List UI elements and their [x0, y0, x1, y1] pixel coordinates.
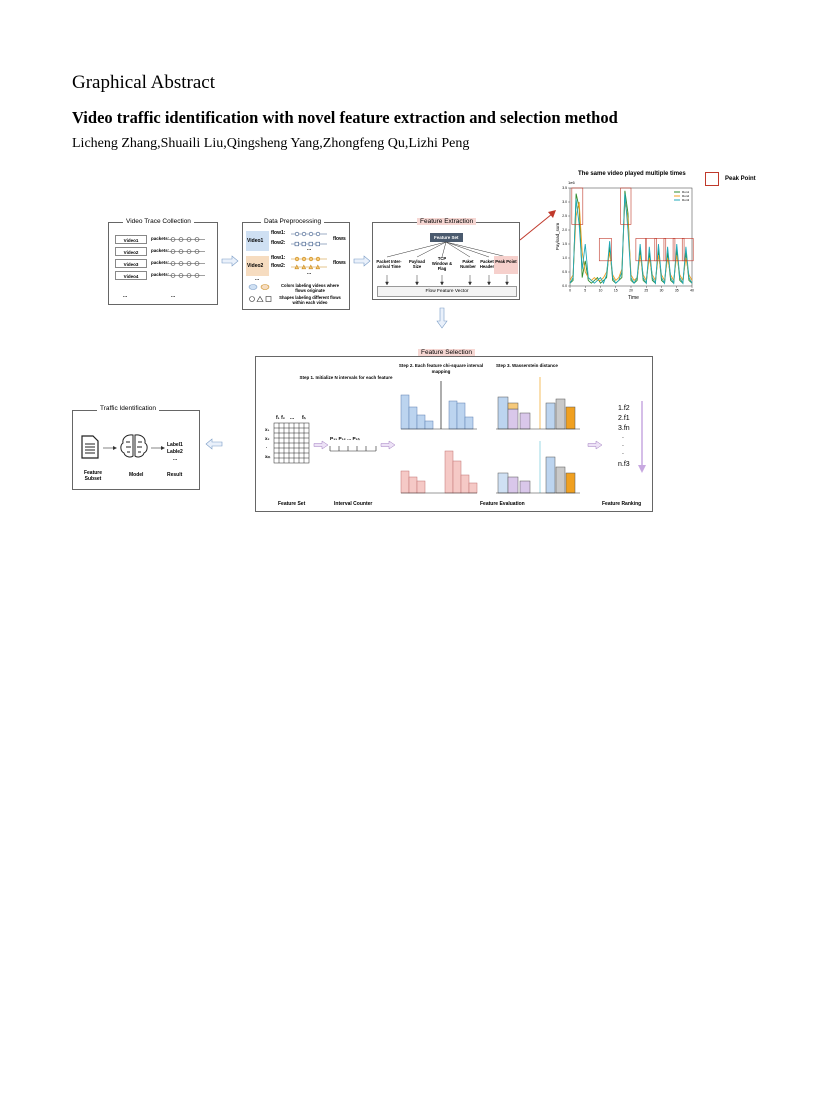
feature-col-tcp: TCP Window & Flag [431, 256, 453, 271]
y-tick-label: 2.0 [562, 228, 567, 233]
arrow-right-icon [314, 441, 328, 449]
f-header-n: fₙ [302, 415, 306, 421]
feature-col-header: Packet Header [479, 259, 495, 269]
flow2-label: flow2: [271, 263, 286, 269]
rank-item: 1.f2 [618, 405, 630, 412]
x-tick-label: 40 [690, 288, 694, 293]
legend-colors-text: Colors labeling videos where flows originate [281, 283, 339, 293]
flow1-label: flow1: [271, 255, 286, 261]
step3-text: Step 3. Wasserstein distance [496, 363, 558, 368]
interval-counter-label: Interval Counter [334, 501, 373, 507]
f-header-dots: ... [290, 415, 295, 421]
y-tick-label: 3.0 [562, 200, 567, 205]
prep-title: Data Preprocessing [261, 218, 324, 225]
video2-row: Video2 [115, 247, 147, 256]
packets-label: packets: [151, 260, 170, 265]
flow1-label: flow1: [271, 230, 286, 236]
arrow-right-icon [103, 445, 117, 451]
feature-col-peak: Peak Point [495, 259, 517, 264]
chart-xlabel: Time [628, 295, 639, 301]
packets-label: packets: [151, 272, 170, 277]
rank-item: n.f3 [618, 461, 630, 468]
ident-title: Traffic Identification [97, 405, 159, 412]
trace-ellipsis: ... [123, 293, 128, 299]
rank-item: . [622, 433, 624, 440]
step1-text: Step 1. Initialize N intervals for each feature [299, 375, 393, 380]
step2-text: Step 2. Each feature chi-square interval mapping [398, 363, 484, 374]
legend-shapes-text: Shapes labeling different flows within each video [279, 295, 341, 305]
interval-counter-graphic [330, 444, 378, 452]
feature-evaluation-label: Feature Evaluation [480, 501, 525, 507]
y-tick-label: 0.0 [562, 284, 567, 289]
rank-item: . [622, 449, 624, 456]
arrow-right-icon [151, 445, 165, 451]
packets-label: packets: [151, 236, 170, 241]
y-tick-label: 2.5 [562, 214, 567, 219]
video2-label: Video2 [247, 263, 264, 269]
feature-col-payload: Payload Size [408, 259, 426, 269]
ranking-arrow-icon [638, 401, 646, 473]
trace-title: Video Trace Collection [123, 218, 194, 225]
interval-counter-header: P₁₁ P₁₂ ... P₁ₙ [330, 437, 360, 442]
flow-chains-graphic [291, 231, 331, 273]
x-tick-label: 35 [674, 288, 679, 293]
feature-grid [274, 423, 310, 465]
feature-col-iat: Packet Inter-arrival Time [376, 259, 402, 269]
packets-label: packets: [151, 248, 170, 253]
trace-ellipsis: ... [171, 293, 176, 299]
video4-row: Video4 [115, 271, 147, 280]
video1-row: Video1 [115, 235, 147, 244]
x-tick-label: 15 [613, 288, 618, 293]
x-row-label: x₂ [265, 436, 270, 441]
y-tick-label: 1.0 [562, 256, 567, 261]
flow2-label: flow2: [271, 240, 286, 246]
video-ellipsis: ... [255, 276, 260, 282]
legend-entry: Run1 [682, 190, 690, 195]
graphical-abstract-heading: Graphical Abstract [72, 72, 215, 93]
wasserstein-histogram-bottom [496, 441, 580, 493]
rank-item: 2.f1 [618, 415, 630, 422]
chart-ylabel: Payload_sum [555, 222, 561, 251]
legend-entry: Run2 [682, 194, 690, 199]
x-tick-label: 30 [659, 288, 664, 293]
video1-label: Video1 [247, 238, 264, 244]
result-label: Result [167, 472, 183, 478]
chart-scale: 1e6 [568, 180, 575, 185]
peak-point-label: Peak Point [725, 176, 756, 182]
extract-title: Feature Extraction [417, 218, 476, 225]
data-preprocessing-panel [242, 218, 350, 310]
line-chart [562, 184, 696, 293]
document-icon [81, 435, 99, 459]
brain-icon [119, 433, 149, 459]
x-row-label: xₘ [265, 454, 271, 459]
chart-title: The same video played multiple times [578, 171, 686, 177]
histogram-red [401, 441, 477, 493]
result-ellipsis: ... [173, 456, 178, 462]
legend-entry: Run3 [682, 198, 690, 203]
flows-label: flows [333, 236, 346, 242]
result-label1: Label1 [167, 442, 183, 448]
feature-subset-label: Feature Subset [83, 470, 103, 482]
arrow-diagonal-icon [518, 210, 558, 242]
rank-item: 3.fn [618, 425, 630, 432]
peak-point-legend-box [705, 172, 719, 186]
wasserstein-histogram-top [496, 377, 580, 429]
feature-selection-panel [255, 349, 653, 512]
y-tick-label: 1.5 [562, 242, 567, 247]
arrow-right-icon [588, 441, 602, 449]
feature-down-arrows [373, 275, 521, 285]
flow-ellipsis: ... [307, 246, 312, 252]
author-list: Licheng Zhang,Shuaili Liu,Qingsheng Yang,Zhongfeng Qu,Lizhi Peng [72, 136, 470, 151]
x-row-label: . [266, 444, 268, 449]
flow-feature-vector: Flow Feature Vector [377, 286, 517, 297]
result-label2: Lable2 [167, 449, 183, 455]
flow-ellipsis: ... [307, 270, 312, 276]
y-tick-label: 3.5 [562, 186, 567, 191]
feature-col-number: Paket Number [460, 259, 476, 269]
feature-ranking-label: Feature Ranking [602, 501, 642, 507]
packet-chains-graphic [169, 235, 209, 283]
selection-title: Feature Selection [418, 349, 475, 356]
feature-set-label: Feature Set [278, 501, 306, 507]
feature-tree-lines [373, 241, 521, 257]
arrow-right-icon [354, 256, 370, 266]
model-label: Model [129, 472, 144, 478]
x-tick-label: 5 [584, 288, 587, 293]
feature-extraction-panel [372, 218, 520, 300]
traffic-identification-panel [72, 405, 200, 490]
paper-title: Video traffic identification with novel feature extraction and selection method [72, 108, 618, 127]
x-row-label: x₁ [265, 427, 270, 432]
x-tick-label: 25 [644, 288, 649, 293]
histogram-blue [401, 377, 477, 429]
arrow-right-icon [381, 441, 395, 449]
rank-item: . [622, 441, 624, 448]
arrow-right-icon [222, 256, 238, 266]
video3-row: Video3 [115, 259, 147, 268]
x-tick-label: 20 [629, 288, 633, 293]
x-tick-label: 10 [598, 288, 603, 293]
y-tick-label: 0.5 [562, 270, 567, 275]
video-trace-collection-panel [108, 218, 218, 305]
feature-set-node: Feature Set [430, 233, 463, 242]
arrow-left-icon [206, 439, 222, 449]
flows-label: flows [333, 260, 346, 266]
legend-shapes-icon [248, 283, 278, 305]
arrow-down-icon [437, 308, 447, 328]
f-header: f₁ f₂ [276, 415, 286, 421]
x-tick-label: 0 [569, 288, 571, 293]
